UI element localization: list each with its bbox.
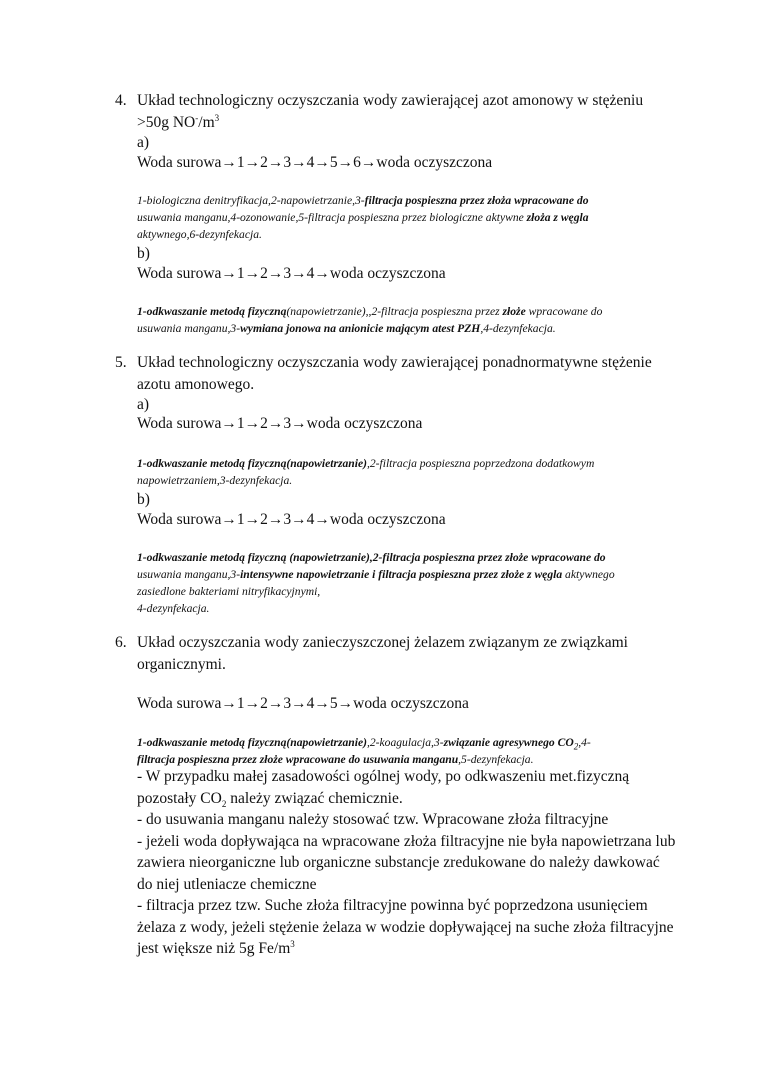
- legend-bold: złoże: [502, 305, 526, 318]
- variant-a-label: a): [137, 396, 150, 413]
- process-flow: Woda surowa→1→2→3→4→5→woda oczyszczona: [137, 695, 469, 712]
- legend-bold: 1-odkwaszanie metodą fizyczną(napowietrzanie): [137, 736, 367, 749]
- legend-text: napowietrzaniem,3-dezynfekacja.: [137, 474, 293, 487]
- process-legend: [137, 455, 677, 489]
- process-legend: [137, 192, 677, 243]
- variant-b-label: b): [137, 491, 150, 508]
- process-legend: [137, 734, 677, 768]
- title-line-2: organicznymi.: [137, 656, 226, 673]
- remark-line: - W przypadku małej zasadowości ogólnej wody, po odkwaszeniu met.fizyczną: [137, 768, 630, 785]
- legend-text: zasiedlone bakteriami nitryfikacyjnymi,: [137, 585, 321, 598]
- legend-bold: 1-odkwaszanie metodą fizyczną: [137, 305, 287, 318]
- remark-line: żelaza z wody, jeżeli stężenie żelaza w wodzie dopływającej na suche złoża filtracyjne: [137, 918, 674, 936]
- title-line-2: [137, 114, 219, 131]
- legend-bold: związanie agresywnego CO: [443, 736, 574, 749]
- legend-text: ,2-koagulacja,3-: [366, 736, 444, 749]
- subscript: 2: [221, 798, 227, 809]
- legend-bold: wymiana jonowa na anionicie mającym atest PZH: [240, 322, 481, 335]
- remark-text: należy związać chemicznie.: [226, 789, 403, 807]
- superscript: 3: [290, 938, 295, 949]
- remark-line: - jeżeli woda dopływająca na wpracowane złoża filtracyjne nie była napowietrzana lub: [137, 832, 676, 850]
- title-text: /m: [198, 114, 215, 131]
- process-legend: [137, 549, 677, 617]
- legend-bold: 1-odkwaszanie metodą fizyczną (napowietrzanie),2-filtracja pospieszna przez złoże wpracowane do: [137, 551, 606, 564]
- legend-text: aktywnego,6-dezynfekacja.: [137, 228, 262, 241]
- legend-text: ,5-dezynfekacja.: [458, 753, 534, 766]
- variant-a-label: a): [137, 134, 150, 151]
- legend-text: usuwania manganu,4-ozonowanie,5-filtracja pospieszna przez biologiczne aktywne: [137, 211, 527, 224]
- process-legend: [137, 303, 677, 337]
- remark-text: pozostały CO: [137, 789, 222, 807]
- remark-line: do niej utleniacze chemiczne: [137, 875, 317, 893]
- legend-text: aktywnego: [562, 568, 615, 581]
- section-title: [137, 352, 697, 396]
- legend-bold: złoża z węgla: [526, 211, 589, 224]
- legend-text: 4-dezynfekacja.: [137, 602, 210, 615]
- legend-bold: filtracja pospieszna przez złoże wpracowane do usuwania manganu: [137, 753, 459, 766]
- variant-b-label: b): [137, 245, 150, 262]
- legend-text: ,2-filtracja pospieszna poprzedzona dodatkowym: [366, 457, 595, 470]
- remark-line: [137, 790, 403, 807]
- section-number: 4.: [115, 92, 127, 109]
- remark-line: [137, 940, 295, 957]
- section-number: 6.: [115, 634, 127, 651]
- legend-text: ,4-: [578, 736, 591, 749]
- legend-text: wpracowane do: [525, 305, 603, 318]
- legend-text: ,4-dezynfekacja.: [480, 322, 556, 335]
- legend-text: usuwania manganu,3-: [137, 568, 241, 581]
- process-flow: Woda surowa→1→2→3→4→5→6→woda oczyszczona: [137, 154, 493, 171]
- title-text: >50g NO: [137, 114, 196, 131]
- title-line-1: Układ technologiczny oczyszczania wody zawierającej ponadnormatywne stężenie: [137, 354, 652, 371]
- legend-text: (napowietrzanie),,2-filtracja pospieszna przez: [286, 305, 503, 318]
- remark-line: - do usuwania manganu należy stosować tzw. Wpracowane złoża filtracyjne: [137, 811, 609, 828]
- title-line-2: azotu amonowego.: [137, 376, 255, 393]
- subscript: 2: [573, 741, 579, 752]
- title-line-1: Układ technologiczny oczyszczania wody zawierającej azot amonowy w stężeniu: [137, 92, 644, 109]
- section-title: [137, 90, 697, 134]
- section-title: [137, 632, 697, 676]
- process-flow: Woda surowa→1→2→3→4→woda oczyszczona: [137, 511, 446, 528]
- remark-text: jest większe niż 5g Fe/m: [137, 940, 291, 957]
- remark-line: - filtracja przez tzw. Suche złoża filtracyjne powinna być poprzedzona usunięciem: [137, 897, 648, 914]
- legend-bold: intensywne napowietrzanie i filtracja pospieszna przez złoże z węgla: [240, 568, 563, 581]
- legend-text: 1-biologiczna denitryfikacja,2-napowietrzanie,3-: [137, 194, 365, 207]
- superscript: 3: [214, 112, 220, 123]
- legend-text: usuwania manganu,3-: [137, 322, 241, 335]
- remarks-paragraph: [137, 766, 697, 960]
- superscript: -: [195, 112, 199, 123]
- process-flow: Woda surowa→1→2→3→woda oczyszczona: [137, 415, 423, 432]
- legend-bold: 1-odkwaszanie metodą fizyczną(napowietrzanie): [137, 457, 367, 470]
- legend-bold: filtracja pospieszna przez złoża wpracowane do: [364, 194, 589, 207]
- section-number: 5.: [115, 354, 127, 371]
- title-line-1: Układ oczyszczania wody zanieczyszczonej żelazem związanym ze związkami: [137, 634, 628, 651]
- remark-line: zawiera nieorganiczne lub organiczne substancje zredukowane do należy dawkować: [137, 854, 660, 871]
- process-flow: Woda surowa→1→2→3→4→woda oczyszczona: [137, 265, 446, 282]
